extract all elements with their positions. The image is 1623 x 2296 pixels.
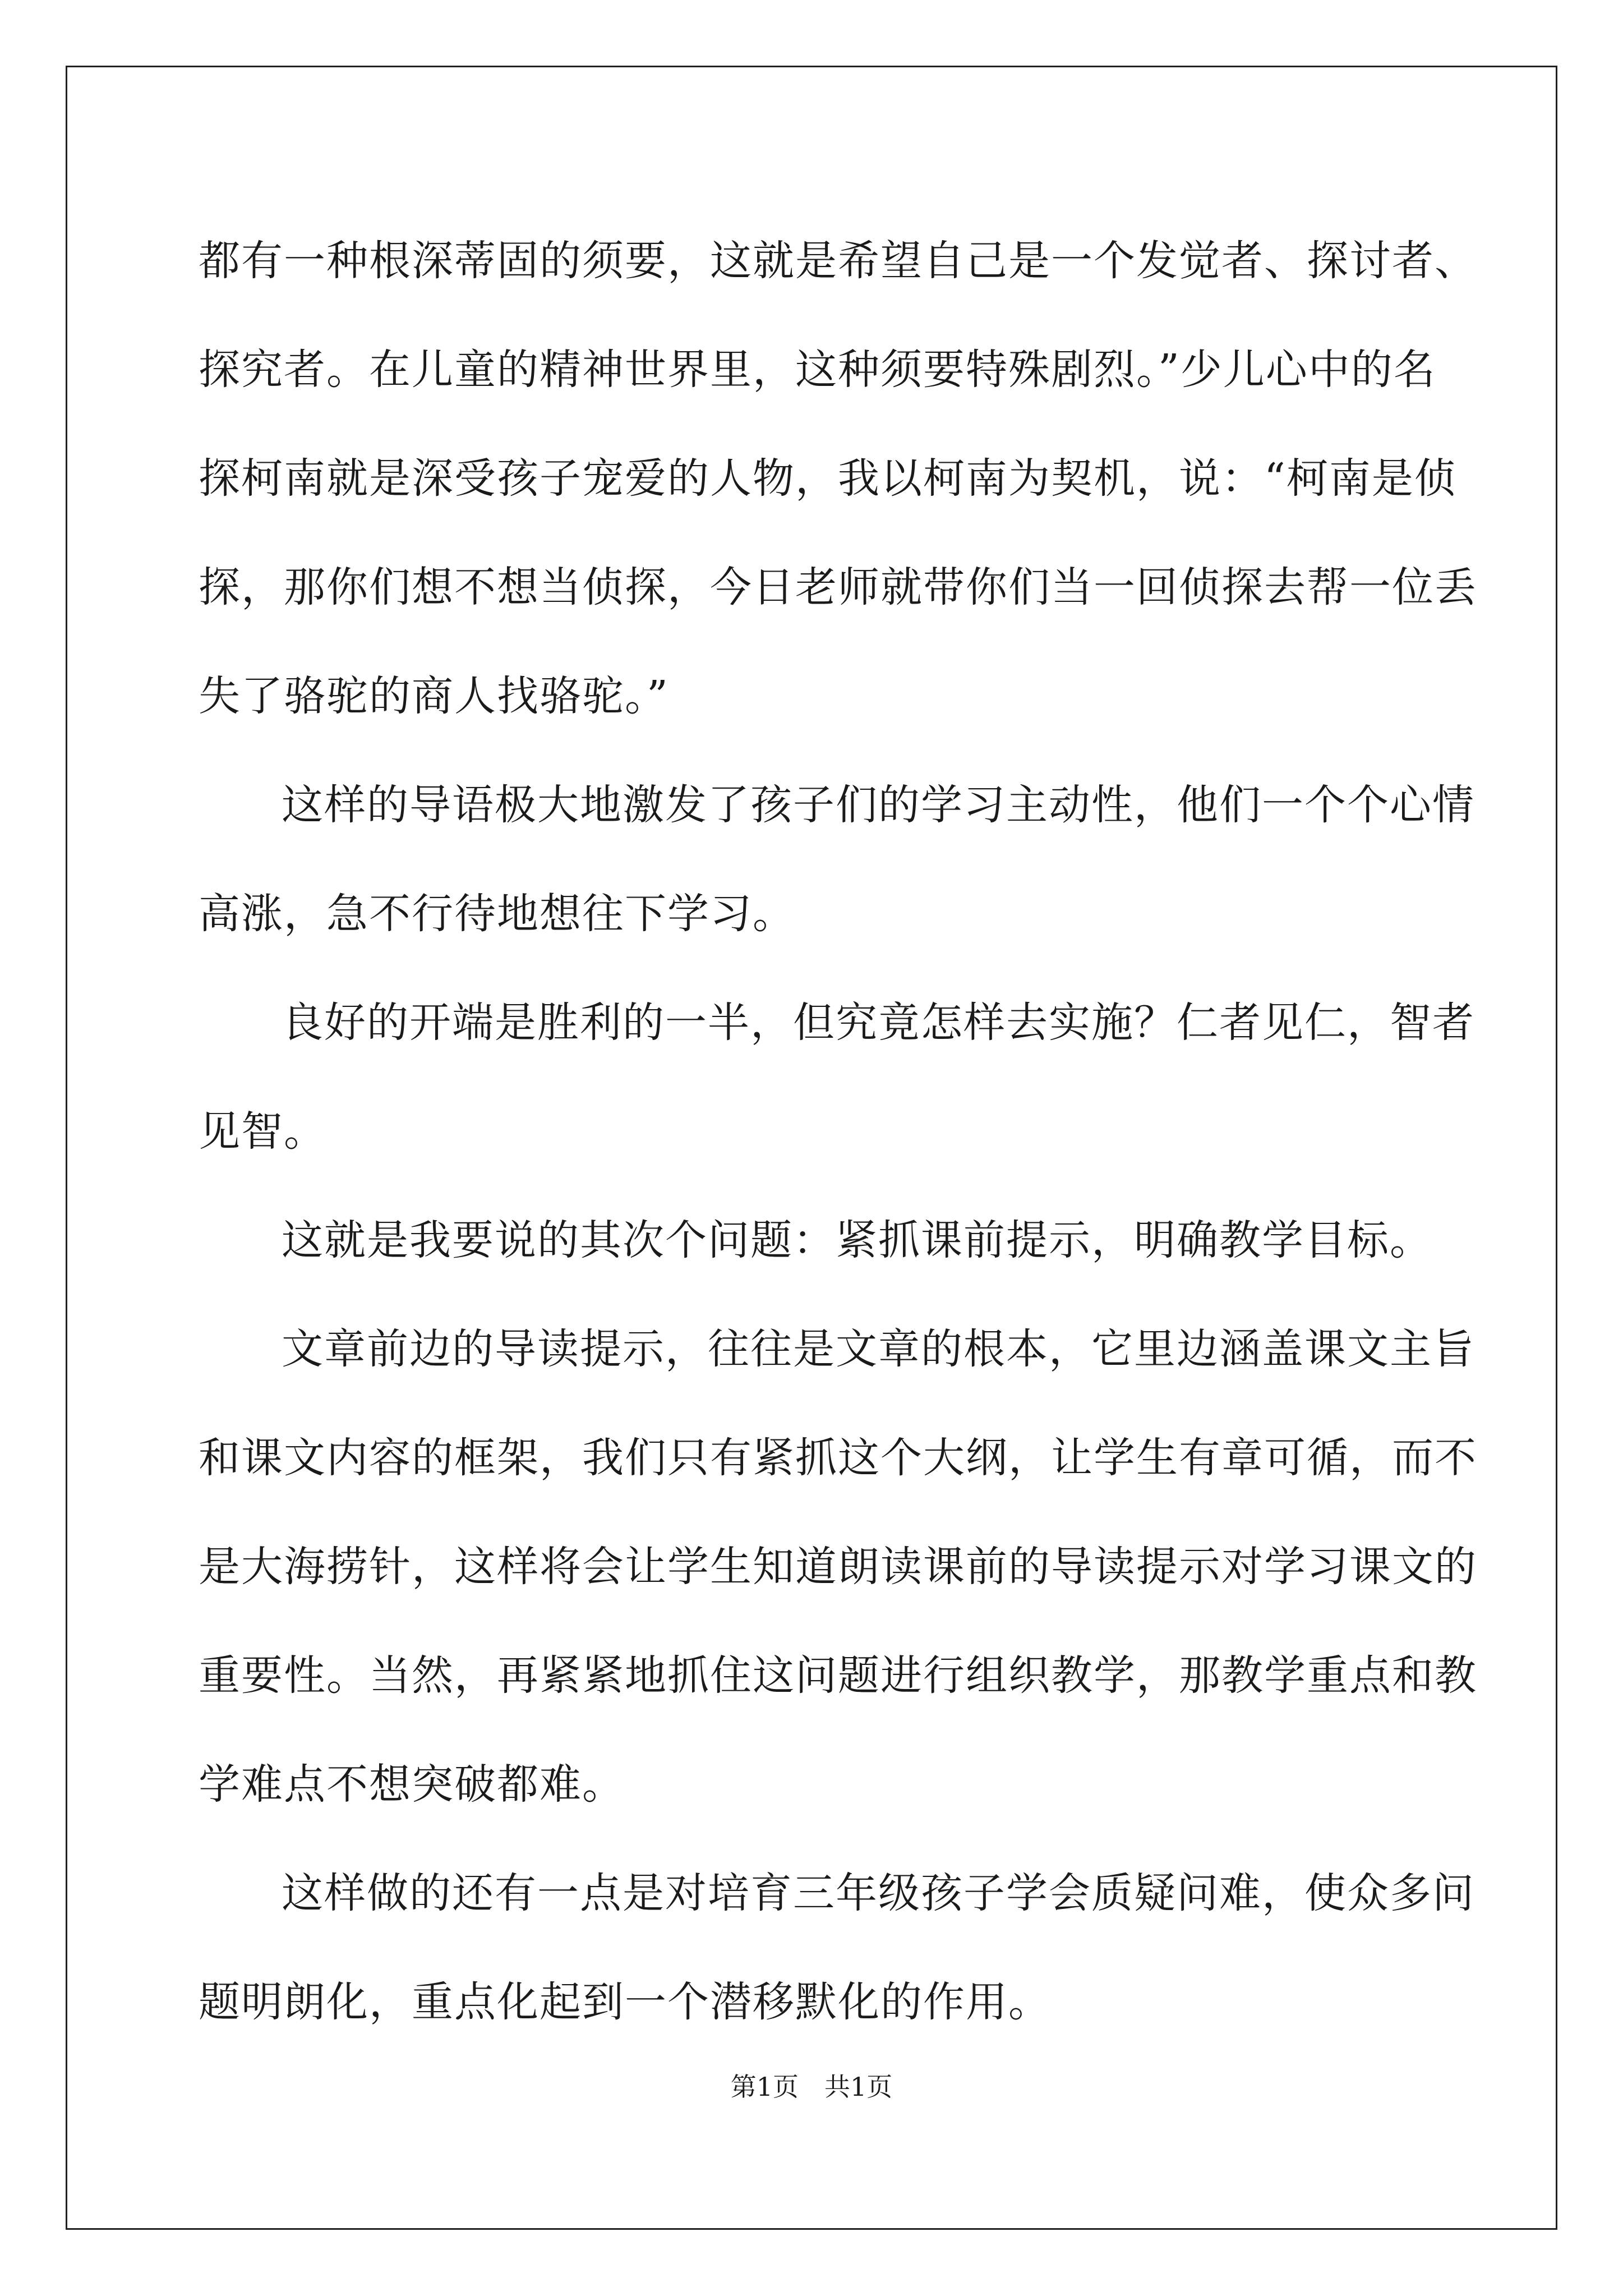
text-line: 见智。 <box>199 1107 326 1156</box>
text-line: 失了骆驼的商人找骆驼。” <box>199 672 669 720</box>
page-number-footer: 第1页 共1页 <box>730 2072 893 2102</box>
text-line: 和课文内容的框架，我们只有紧抓这个大纲，让学生有章可循，而不 <box>199 1434 1477 1482</box>
text-line: 探究者。在儿童的精神世界里，这种须要特殊剧烈。”少儿心中的名 <box>199 346 1436 394</box>
text-line: 是大海捞针，这样将会让学生知道朗读课前的导读提示对学习课文的 <box>199 1543 1477 1591</box>
text-line: 高涨，急不行待地想往下学习。 <box>199 890 795 938</box>
text-line: 探，那你们想不想当侦探，今日老师就带你们当一回侦探去帮一位丢 <box>199 563 1477 611</box>
paragraph-first-line: 这样做的还有一点是对培育三年级孩子学会质疑问难，使众多问 <box>282 1869 1475 1917</box>
text-line: 探柯南就是深受孩子宠爱的人物，我以柯南为契机，说：“柯南是侦 <box>199 454 1457 503</box>
paragraph-first-line: 这样的导语极大地激发了孩子们的学习主动性，他们一个个心情 <box>282 781 1475 829</box>
text-line: 都有一种根深蒂固的须要，这就是希望自己是一个发觉者、探讨者、 <box>199 237 1477 285</box>
document-body <box>199 206 1477 2056</box>
text-line: 学难点不想突破都难。 <box>199 1760 625 1809</box>
paragraph-first-line: 良好的开端是胜利的一半，但究竟怎样去实施？仁者见仁，智者 <box>282 999 1475 1047</box>
paragraph-first-line: 这就是我要说的其次个问题：紧抓课前提示，明确教学目标。 <box>282 1216 1432 1264</box>
paragraph-first-line: 文章前边的导读提示，往往是文章的根本，它里边涵盖课文主旨 <box>282 1325 1475 1373</box>
text-line: 题明朗化，重点化起到一个潜移默化的作用。 <box>199 1978 1051 2026</box>
text-line: 重要性。当然，再紧紧地抓住这问题进行组织教学，那教学重点和教 <box>199 1651 1477 1700</box>
